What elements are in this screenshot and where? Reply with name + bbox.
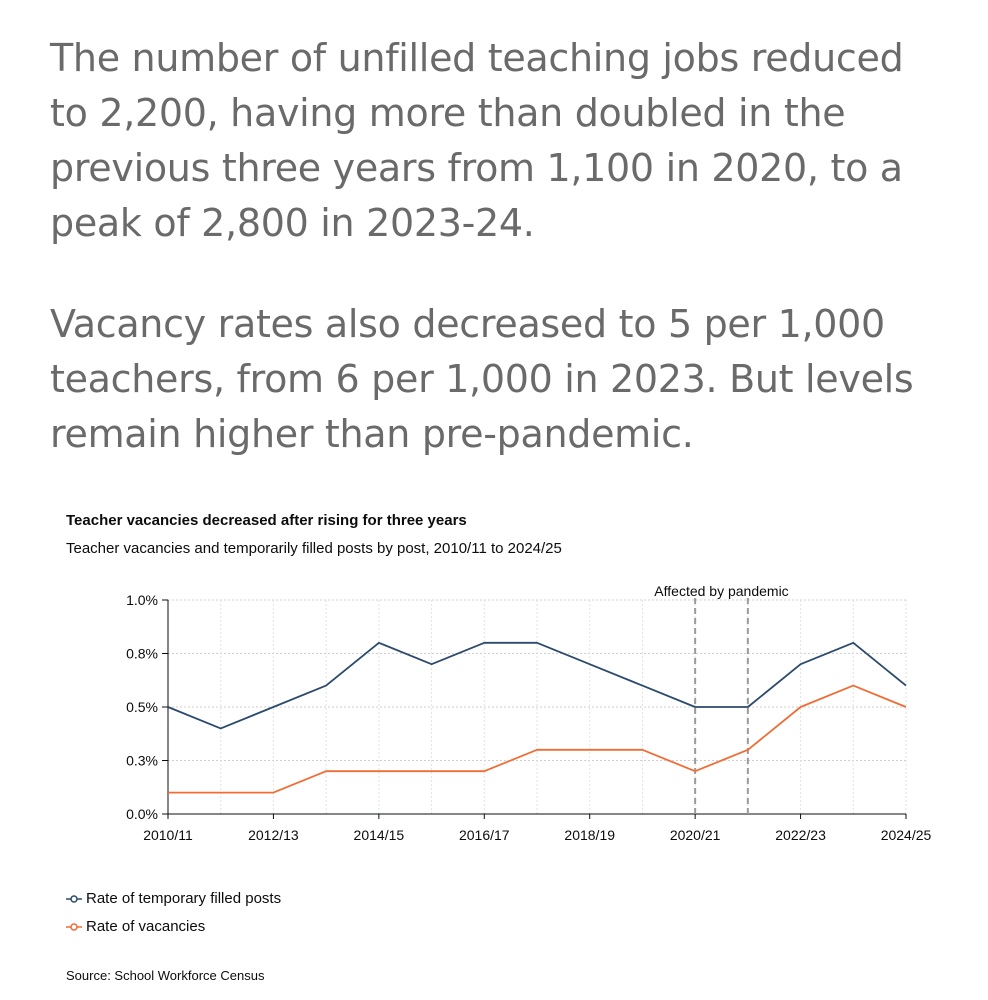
- chart-title: Teacher vacancies decreased after rising for three years: [66, 512, 467, 529]
- legend-marker-vacancies: [66, 922, 82, 932]
- x-tick-label: 2018/19: [564, 827, 616, 843]
- x-tick-label: 2012/13: [248, 827, 299, 843]
- legend-item-temporary-filled-posts: [66, 890, 281, 907]
- x-tick-label: 2016/17: [458, 827, 510, 843]
- pandemic-annotation: Affected by pandemic: [654, 583, 789, 599]
- article-paragraph-2: Vacancy rates also decreased to 5 per 1,000 teachers, from 6 per 1,000 in 2023. But levels remain higher than pre-pandemic.: [50, 302, 914, 456]
- y-tick-label: 0.8%: [126, 645, 158, 662]
- chart-subtitle: Teacher vacancies and temporarily filled posts by post, 2010/11 to 2024/25: [66, 540, 562, 557]
- y-tick-label: 1.0%: [126, 592, 158, 608]
- x-tick-label: 2020/21: [669, 827, 721, 843]
- article-paragraph-1: The number of unfilled teaching jobs reduced to 2,200, having more than doubled in the previous three years from 1,100 in 2020, to a peak of 2,800 in 2023-24.: [50, 36, 904, 245]
- legend-label: Rate of temporary filled posts: [86, 890, 282, 907]
- y-tick-label: 0.0%: [126, 806, 158, 822]
- x-tick-label: 2010/11: [143, 827, 193, 843]
- legend-label: Rate of vacancies: [86, 918, 206, 935]
- chart-source: Source: School Workforce Census: [66, 968, 265, 983]
- x-tick-label: 2014/15: [353, 827, 405, 843]
- x-tick-label: 2024/25: [880, 827, 932, 843]
- y-tick-label: 0.5%: [126, 699, 158, 715]
- x-tick-label: 2022/23: [775, 827, 826, 843]
- line-chart: [0, 580, 988, 850]
- y-tick-label: 0.3%: [126, 752, 158, 769]
- legend-marker-temporary-filled-posts: [66, 894, 82, 904]
- legend-item-vacancies: [66, 918, 205, 935]
